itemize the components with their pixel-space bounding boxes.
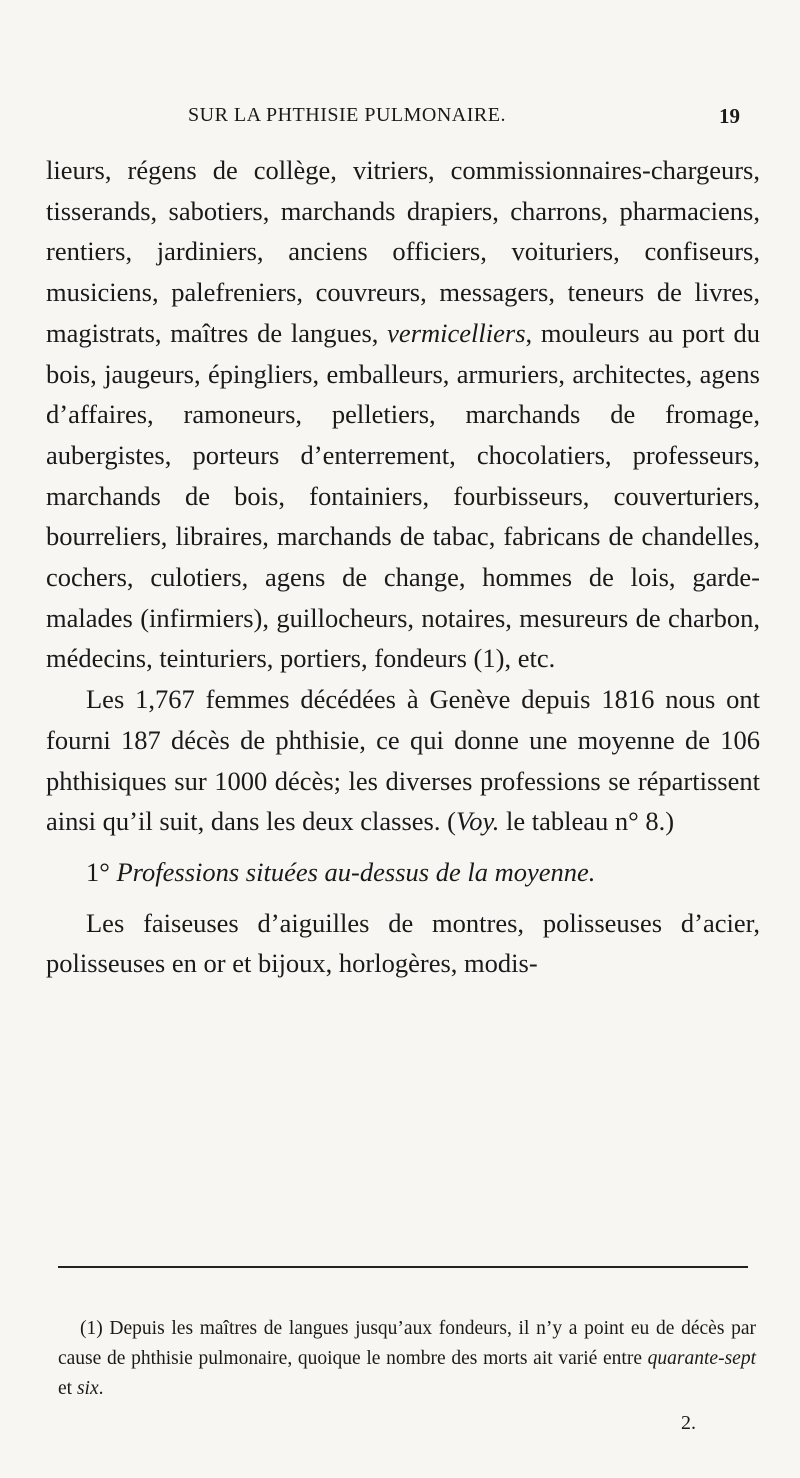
page-number: 19 [719, 104, 740, 128]
section-title: Professions situées au-dessus de la moyenne. [116, 856, 596, 887]
women-deaths-italic-ref: Voy. [455, 806, 500, 837]
professions-italic-term: vermicelliers [387, 317, 526, 348]
footnote-text-1: (1) Depuis les maîtres de langues jusqu’aux fondeurs, il n’y a point eu de décès par cause de phthisie pulmonaire, quoique le nombre des morts ait varié entre [58, 1318, 756, 1369]
paragraph-professions-list [46, 150, 760, 679]
footnote-paragraph [58, 1314, 756, 1404]
footnote-text-3: . [98, 1378, 104, 1399]
section-heading [46, 852, 760, 893]
body-text [46, 150, 760, 984]
paragraph-professions-above: Les faiseuses d’aiguilles de montres, polisseuses d’acier, polisseuses en or et bijoux, horlogères, modis- [46, 907, 760, 979]
footnote [58, 1314, 756, 1404]
footnote-italic-1: quarante-sept [647, 1348, 756, 1369]
professions-text-2: , mouleurs au port du bois, jaugeurs, épingliers, emballeurs, armuriers, architectes, agens d’affaires, ramoneurs, pelletiers, marchands de fromage, aubergistes, porteurs d’enterrement, chocolatiers, professeurs, marchands de bois, fontainiers, fourbisseurs, couverturiers, bourreliers, libraires, marchands de tabac, fabricans de chandelles, cochers, culotiers, agens de change, hommes de lois, garde-malades (infirmiers), guillocheurs, notaires, mesureurs de charbon, médecins, teinturiers, portiers, fondeurs (1), etc. [46, 317, 760, 674]
professions-text-1: lieurs, régens de collège, vitriers, commissionnaires-chargeurs, tisserands, sabotiers, marchands drapiers, charrons, pharmaciens, rentiers, jardiniers, anciens officiers, voituriers, confiseurs, musiciens, palefreniers, couvreurs, messagers, teneurs de livres, magistrats, maîtres de langues, [46, 155, 760, 348]
women-deaths-text-2: le tableau n° 8.) [499, 806, 675, 837]
footnote-rule [58, 1266, 748, 1268]
women-deaths-text-1: Les 1,767 femmes décédées à Genève depuis 1816 nous ont fourni 187 décès de phthisie, ce qui donne une moyenne de 106 phthisiques sur 1000 décès; les diverses professions se répartissent ainsi qu’il suit, dans les deux classes. ( [46, 684, 760, 837]
section-number: 1° [86, 856, 117, 887]
running-title: SUR LA PHTHISIE PULMONAIRE. [188, 104, 506, 126]
page-header [188, 104, 740, 134]
footnote-text-2: et [58, 1378, 77, 1399]
paragraph-women-deaths [46, 679, 760, 842]
signature-mark: 2. [681, 1412, 696, 1434]
footnote-italic-2: six [76, 1378, 99, 1399]
